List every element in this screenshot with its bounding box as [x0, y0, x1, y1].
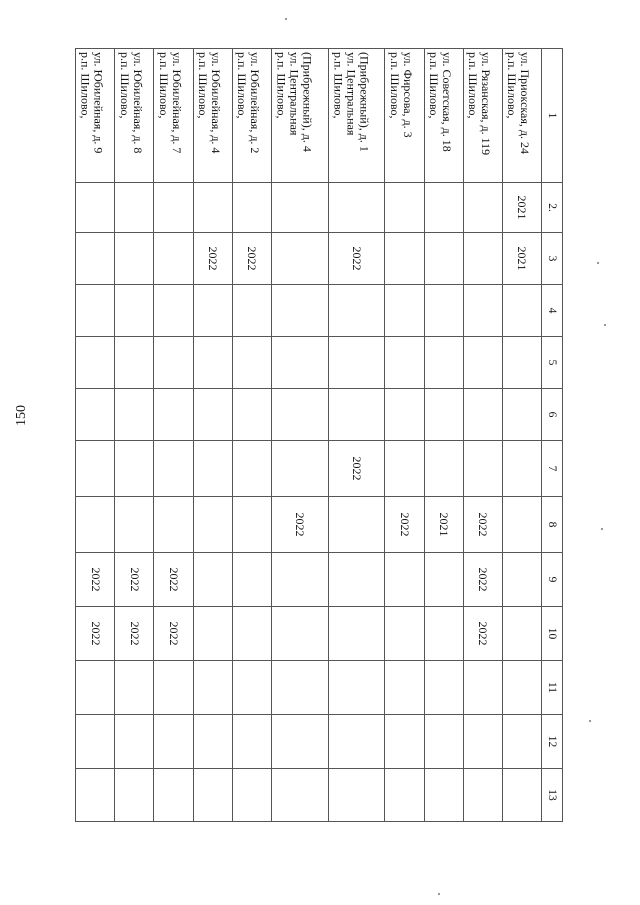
year-cell	[463, 715, 502, 769]
year-cell	[502, 285, 541, 337]
year-cell	[193, 183, 232, 233]
year-cell	[385, 553, 424, 607]
address-line: р.п. Шилово,	[273, 52, 288, 119]
address-line: ул. Юбилейная, д. 2	[247, 52, 262, 154]
year-cell: 2022	[328, 441, 385, 497]
year-cell	[76, 441, 115, 497]
address-cell	[385, 49, 424, 183]
column-header-10: 10	[542, 607, 563, 661]
table-body	[76, 49, 542, 822]
year-cell	[154, 769, 193, 822]
year-cell	[271, 183, 328, 233]
address-line: р.п. Шилово,	[426, 52, 441, 119]
year-cell	[424, 769, 463, 822]
address-cell	[463, 49, 502, 183]
year-cell	[502, 769, 541, 822]
address-line: р.п. Шилово,	[465, 52, 480, 119]
scan-speck	[601, 528, 603, 530]
year-cell	[463, 337, 502, 389]
scan-speck	[589, 720, 591, 722]
year-cell	[385, 769, 424, 822]
year-cell	[193, 497, 232, 553]
year-cell	[232, 715, 271, 769]
address-line: р.п. Шилово,	[234, 52, 249, 119]
column-header-8: 8	[542, 497, 563, 553]
column-header-13: 13	[542, 769, 563, 822]
table-header-row	[542, 49, 563, 822]
year-cell	[115, 441, 154, 497]
year-cell	[193, 441, 232, 497]
year-cell: 2022	[385, 497, 424, 553]
address-line: р.п. Шилово,	[330, 52, 345, 119]
year-cell	[193, 389, 232, 441]
year-cell	[385, 337, 424, 389]
table-row	[193, 49, 232, 822]
year-cell	[271, 285, 328, 337]
year-cell: 2022	[115, 607, 154, 661]
table-row	[424, 49, 463, 822]
year-cell	[232, 553, 271, 607]
year-cell	[385, 389, 424, 441]
year-cell: 2022	[463, 553, 502, 607]
table-row	[76, 49, 115, 822]
year-cell	[232, 337, 271, 389]
year-cell	[193, 769, 232, 822]
year-cell	[502, 441, 541, 497]
year-cell	[76, 337, 115, 389]
year-cell	[385, 183, 424, 233]
year-cell	[271, 553, 328, 607]
year-cell	[232, 661, 271, 715]
year-cell	[502, 337, 541, 389]
year-cell: 2022	[463, 607, 502, 661]
address-cell	[232, 49, 271, 183]
year-cell	[424, 389, 463, 441]
year-cell	[154, 285, 193, 337]
year-cell	[328, 607, 385, 661]
year-cell	[424, 337, 463, 389]
year-cell	[76, 769, 115, 822]
address-line: р.п. Шилово,	[156, 52, 171, 119]
year-cell	[193, 285, 232, 337]
address-line: р.п. Шилово,	[195, 52, 210, 119]
year-cell	[271, 441, 328, 497]
year-cell	[154, 337, 193, 389]
year-cell	[463, 183, 502, 233]
scan-speck	[285, 18, 287, 20]
year-cell	[328, 715, 385, 769]
table-row	[463, 49, 502, 822]
address-line: ул. Юбилейная, д. 4	[208, 52, 223, 154]
year-cell: 2022	[232, 233, 271, 285]
year-cell	[385, 285, 424, 337]
table-row	[115, 49, 154, 822]
address-line: ул. Приокская, д. 24	[517, 52, 532, 155]
year-cell	[193, 661, 232, 715]
year-cell	[328, 661, 385, 715]
year-cell	[193, 715, 232, 769]
year-cell	[193, 553, 232, 607]
year-cell	[502, 497, 541, 553]
address-line: р.п. Шилово,	[78, 52, 92, 119]
year-cell: 2022	[76, 553, 115, 607]
year-cell: 2021	[502, 233, 541, 285]
year-cell	[232, 441, 271, 497]
address-cell	[76, 49, 115, 183]
year-cell	[328, 769, 385, 822]
year-cell: 2022	[328, 233, 385, 285]
year-cell	[424, 661, 463, 715]
rotated-table-wrapper	[75, 48, 563, 821]
year-cell	[463, 233, 502, 285]
address-line: ул. Юбилейная, д. 7	[169, 52, 184, 154]
year-cell	[424, 607, 463, 661]
year-cell	[271, 607, 328, 661]
year-cell	[76, 389, 115, 441]
column-header-7: 7	[542, 441, 563, 497]
year-cell	[154, 497, 193, 553]
year-cell	[232, 183, 271, 233]
address-cell	[502, 49, 541, 183]
year-cell	[424, 715, 463, 769]
year-cell	[115, 769, 154, 822]
year-cell	[502, 553, 541, 607]
year-cell	[328, 553, 385, 607]
year-cell	[76, 183, 115, 233]
year-cell	[271, 769, 328, 822]
address-line: (Прибрежный), д. 4	[299, 52, 314, 152]
year-cell	[385, 607, 424, 661]
year-cell: 2021	[424, 497, 463, 553]
year-cell	[328, 337, 385, 389]
year-cell: 2022	[463, 497, 502, 553]
year-cell: 2021	[502, 183, 541, 233]
year-cell	[424, 553, 463, 607]
year-cell	[154, 661, 193, 715]
column-header-11: 11	[542, 661, 563, 715]
year-cell	[385, 441, 424, 497]
year-cell	[424, 285, 463, 337]
year-cell	[424, 183, 463, 233]
year-cell	[232, 285, 271, 337]
address-line: (Прибрежный), д. 1	[356, 52, 371, 152]
table-row	[385, 49, 424, 822]
year-cell	[232, 389, 271, 441]
address-cell	[193, 49, 232, 183]
year-cell	[463, 769, 502, 822]
year-cell	[328, 389, 385, 441]
year-cell	[154, 389, 193, 441]
address-line: р.п. Шилово,	[117, 52, 132, 119]
address-line: ул. Фирсова, д. 3	[400, 52, 415, 138]
year-cell	[232, 607, 271, 661]
year-cell	[385, 715, 424, 769]
year-cell	[154, 183, 193, 233]
repair-schedule-table	[75, 48, 563, 822]
year-cell: 2022	[154, 553, 193, 607]
year-cell	[115, 389, 154, 441]
year-cell	[271, 389, 328, 441]
year-cell	[271, 337, 328, 389]
table-row	[232, 49, 271, 822]
address-line: ул. Юбилейная, д. 8	[130, 52, 145, 154]
year-cell	[232, 497, 271, 553]
year-cell	[463, 389, 502, 441]
year-cell	[385, 661, 424, 715]
year-cell	[76, 661, 115, 715]
address-line: р.п. Шилово,	[387, 52, 402, 119]
year-cell	[115, 337, 154, 389]
year-cell	[76, 715, 115, 769]
scan-speck	[604, 324, 606, 326]
year-cell	[154, 441, 193, 497]
year-cell	[115, 183, 154, 233]
year-cell	[424, 233, 463, 285]
address-cell	[154, 49, 193, 183]
year-cell	[328, 285, 385, 337]
year-cell	[271, 661, 328, 715]
year-cell	[154, 715, 193, 769]
year-cell	[502, 607, 541, 661]
year-cell	[115, 715, 154, 769]
year-cell: 2022	[115, 553, 154, 607]
address-line: ул. Рязанская, д. 119	[478, 52, 493, 156]
column-header-1: 1	[542, 49, 563, 183]
table-row	[328, 49, 385, 822]
year-cell: 2022	[271, 497, 328, 553]
column-header-5: 5	[542, 337, 563, 389]
table-row	[502, 49, 541, 822]
year-cell	[115, 285, 154, 337]
year-cell	[271, 233, 328, 285]
scan-speck	[597, 262, 599, 264]
year-cell	[328, 183, 385, 233]
year-cell	[154, 233, 193, 285]
year-cell	[76, 497, 115, 553]
column-header-9: 9	[542, 553, 563, 607]
year-cell	[502, 715, 541, 769]
page-number: 150	[14, 405, 29, 426]
column-header-4: 4	[542, 285, 563, 337]
year-cell	[463, 661, 502, 715]
year-cell	[115, 661, 154, 715]
year-cell	[115, 497, 154, 553]
year-cell	[232, 769, 271, 822]
column-header-6: 6	[542, 389, 563, 441]
year-cell	[193, 337, 232, 389]
address-cell	[271, 49, 328, 183]
year-cell: 2022	[193, 233, 232, 285]
year-cell	[76, 285, 115, 337]
table-row	[271, 49, 328, 822]
column-header-3: 3	[542, 233, 563, 285]
year-cell	[463, 285, 502, 337]
column-header-2: 2.	[542, 183, 563, 233]
address-line: ул. Центральная	[343, 52, 358, 136]
year-cell: 2022	[154, 607, 193, 661]
address-cell	[115, 49, 154, 183]
year-cell	[328, 497, 385, 553]
year-cell	[115, 233, 154, 285]
scan-speck	[438, 893, 440, 895]
address-line: ул. Юбилейная, д. 9	[91, 52, 105, 154]
year-cell	[271, 715, 328, 769]
address-line: ул. Советская, д. 18	[439, 52, 454, 152]
address-cell	[424, 49, 463, 183]
year-cell	[502, 389, 541, 441]
address-line: р.п. Шилово,	[504, 52, 519, 119]
year-cell	[76, 233, 115, 285]
year-cell: 2022	[76, 607, 115, 661]
address-line: ул. Центральная	[286, 52, 301, 136]
year-cell	[193, 607, 232, 661]
table-row	[154, 49, 193, 822]
column-header-12: 12	[542, 715, 563, 769]
year-cell	[463, 441, 502, 497]
address-cell	[328, 49, 385, 183]
year-cell	[424, 441, 463, 497]
year-cell	[385, 233, 424, 285]
year-cell	[502, 661, 541, 715]
